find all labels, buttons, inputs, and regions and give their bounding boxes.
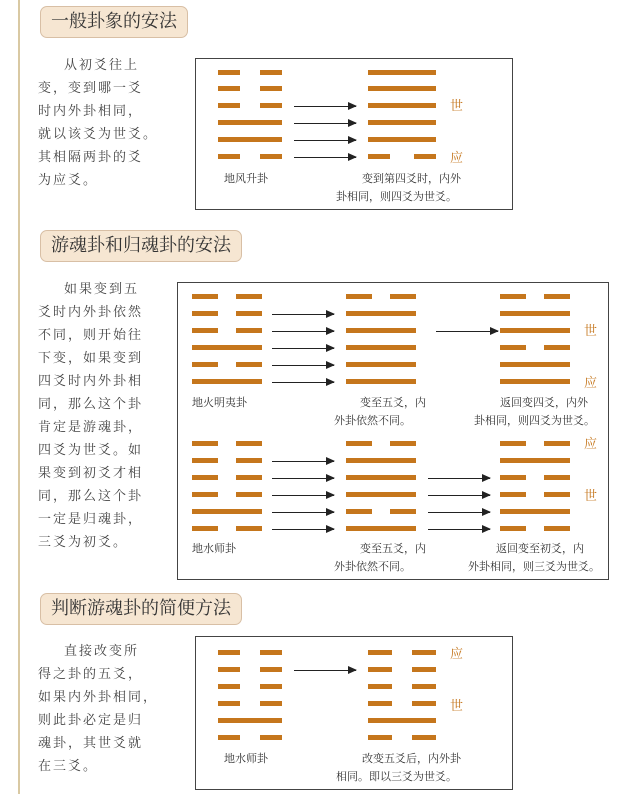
yao-line xyxy=(218,120,282,125)
caption-right-1: 变到第四爻时，内外 xyxy=(362,172,461,185)
yao-line xyxy=(236,526,262,531)
shi-mark: 世 xyxy=(450,699,464,714)
caption-top-left: 地火明夷卦 xyxy=(192,396,247,409)
yao-line xyxy=(192,441,218,446)
yao-line xyxy=(500,509,570,514)
yao-line xyxy=(500,526,526,531)
yao-line xyxy=(218,103,240,108)
section-simple-text: 直接改变所 得之卦的五爻， 如果内外卦相同， 则此卦必定是归 魂卦，其世爻就 在三爻。 xyxy=(38,644,159,774)
yao-line xyxy=(346,441,372,446)
yao-line xyxy=(218,154,240,159)
yao-line xyxy=(346,328,416,333)
caption-right-2: 相同。即以三爻为世爻。 xyxy=(336,770,457,783)
arrow xyxy=(272,314,334,315)
diagram-general xyxy=(195,58,513,210)
yao-line xyxy=(192,492,218,497)
yao-line xyxy=(218,735,240,740)
yao-line xyxy=(236,475,262,480)
yao-line xyxy=(544,294,570,299)
arrow xyxy=(272,495,334,496)
arrow xyxy=(436,331,498,332)
arrow xyxy=(294,157,356,158)
yao-line xyxy=(368,667,392,672)
arrow xyxy=(428,529,490,530)
yao-line xyxy=(500,328,570,333)
yao-line xyxy=(218,650,240,655)
arrow xyxy=(294,106,356,107)
section-title-youhun-guihun: 游魂卦和归魂卦的安法 xyxy=(40,230,242,262)
caption-top-mid-2: 外卦依然不同。 xyxy=(334,414,411,427)
yao-line xyxy=(346,311,416,316)
arrow xyxy=(272,382,334,383)
yao-line xyxy=(368,103,436,108)
yao-line xyxy=(390,294,416,299)
yao-line xyxy=(346,345,416,350)
yao-line xyxy=(236,294,262,299)
caption-left: 地风升卦 xyxy=(224,172,268,185)
yao-line xyxy=(346,526,416,531)
yao-line xyxy=(218,137,282,142)
yao-line xyxy=(368,70,436,75)
yao-line xyxy=(192,475,218,480)
yao-line xyxy=(412,650,436,655)
yao-line xyxy=(192,328,218,333)
yao-line xyxy=(346,458,416,463)
yao-line xyxy=(500,294,526,299)
yao-line xyxy=(500,345,526,350)
yao-line xyxy=(390,441,416,446)
yao-line xyxy=(236,328,262,333)
yao-line xyxy=(500,441,526,446)
yao-line xyxy=(192,458,218,463)
yao-line xyxy=(192,526,218,531)
yao-line xyxy=(192,362,218,367)
ying-mark: 应 xyxy=(450,151,464,166)
yao-line xyxy=(412,701,436,706)
yao-line xyxy=(192,311,218,316)
yao-line xyxy=(260,103,282,108)
caption-left: 地水师卦 xyxy=(224,752,268,765)
yao-line xyxy=(192,379,262,384)
page-margin-line xyxy=(18,0,20,794)
yao-line xyxy=(368,718,436,723)
arrow xyxy=(272,331,334,332)
yao-line xyxy=(368,137,436,142)
arrow xyxy=(272,529,334,530)
yao-line xyxy=(218,667,240,672)
yao-line xyxy=(346,379,416,384)
diagram-simple-method xyxy=(195,636,513,790)
section-title-simple-method: 判断游魂卦的简便方法 xyxy=(40,593,242,625)
yao-line xyxy=(544,492,570,497)
yao-line xyxy=(218,70,240,75)
yao-line xyxy=(368,120,436,125)
arrow xyxy=(428,512,490,513)
yao-line xyxy=(236,362,262,367)
diagram-youhun-guihun xyxy=(177,282,609,580)
yao-line xyxy=(368,154,390,159)
shi-mark: 世 xyxy=(584,489,598,504)
yao-line xyxy=(260,86,282,91)
arrow xyxy=(272,478,334,479)
yao-line xyxy=(368,701,392,706)
yao-line xyxy=(368,650,392,655)
ying-mark: 应 xyxy=(584,437,598,452)
yao-line xyxy=(346,475,416,480)
yao-line xyxy=(260,684,282,689)
yao-line xyxy=(260,70,282,75)
arrow xyxy=(294,140,356,141)
arrow xyxy=(294,670,356,671)
yao-line xyxy=(544,441,570,446)
caption-bottom-mid-2: 外卦依然不同。 xyxy=(334,560,411,573)
yao-line xyxy=(500,311,570,316)
arrow xyxy=(428,478,490,479)
arrow xyxy=(272,512,334,513)
yao-line xyxy=(500,492,526,497)
caption-top-right-1: 返回变四爻，内外 xyxy=(500,396,588,409)
yao-line xyxy=(260,667,282,672)
section-title-general: 一般卦象的安法 xyxy=(40,6,188,38)
caption-bottom-right-2: 外卦相同，则三爻为世爻。 xyxy=(468,560,600,573)
caption-bottom-mid-1: 变至五爻，内 xyxy=(360,542,426,555)
yao-line xyxy=(236,441,262,446)
caption-bottom-left: 地水师卦 xyxy=(192,542,236,555)
ying-mark: 应 xyxy=(450,647,464,662)
yao-line xyxy=(346,294,372,299)
yao-line xyxy=(500,362,570,367)
shi-mark: 世 xyxy=(584,324,598,339)
caption-top-mid-1: 变至五爻，内 xyxy=(360,396,426,409)
yao-line xyxy=(260,701,282,706)
yao-line xyxy=(412,667,436,672)
yao-line xyxy=(544,526,570,531)
yao-line xyxy=(260,735,282,740)
yao-line xyxy=(500,379,570,384)
yao-line xyxy=(236,492,262,497)
yao-line xyxy=(346,509,372,514)
yao-line xyxy=(368,86,436,91)
yao-line xyxy=(414,154,436,159)
yao-line xyxy=(500,458,570,463)
yao-line xyxy=(390,509,416,514)
yao-line xyxy=(192,509,262,514)
yao-line xyxy=(412,684,436,689)
yao-line xyxy=(236,311,262,316)
arrow xyxy=(272,348,334,349)
shi-mark: 世 xyxy=(450,99,464,114)
yao-line xyxy=(346,362,416,367)
yao-line xyxy=(346,492,416,497)
arrow xyxy=(272,461,334,462)
arrow xyxy=(428,495,490,496)
yao-line xyxy=(218,86,240,91)
section-general-text: 从初爻往上 变，变到哪一爻 时内外卦相同， 就以该爻为世爻。 其相隔两卦的爻 为应爻。 xyxy=(38,58,159,188)
yao-line xyxy=(218,684,240,689)
yao-line xyxy=(368,735,392,740)
yao-line xyxy=(544,475,570,480)
yao-line xyxy=(192,294,218,299)
caption-top-right-2: 卦相同，则四爻为世爻。 xyxy=(474,414,595,427)
yao-line xyxy=(236,458,262,463)
section-youhun-text: 如果变到五 爻时内外卦依然 不同，则开始往 下变，如果变到 四爻时内外卦相 同，那么这个卦 肯定是游魂卦， 四爻为世爻。如 果变到初爻才相 同，那么这个卦 一定是归魂卦， 三爻为初爻。 xyxy=(38,282,144,550)
caption-right-1: 改变五爻后，内外卦 xyxy=(362,752,461,765)
caption-bottom-right-1: 返回变至初爻，内 xyxy=(496,542,584,555)
yao-line xyxy=(500,475,526,480)
arrow xyxy=(272,365,334,366)
yao-line xyxy=(368,684,392,689)
yao-line xyxy=(260,650,282,655)
yao-line xyxy=(218,701,240,706)
ying-mark: 应 xyxy=(584,376,598,391)
yao-line xyxy=(192,345,262,350)
yao-line xyxy=(544,345,570,350)
arrow xyxy=(294,123,356,124)
yao-line xyxy=(260,154,282,159)
yao-line xyxy=(218,718,282,723)
yao-line xyxy=(412,735,436,740)
caption-right-2: 卦相同，则四爻为世爻。 xyxy=(336,190,457,203)
